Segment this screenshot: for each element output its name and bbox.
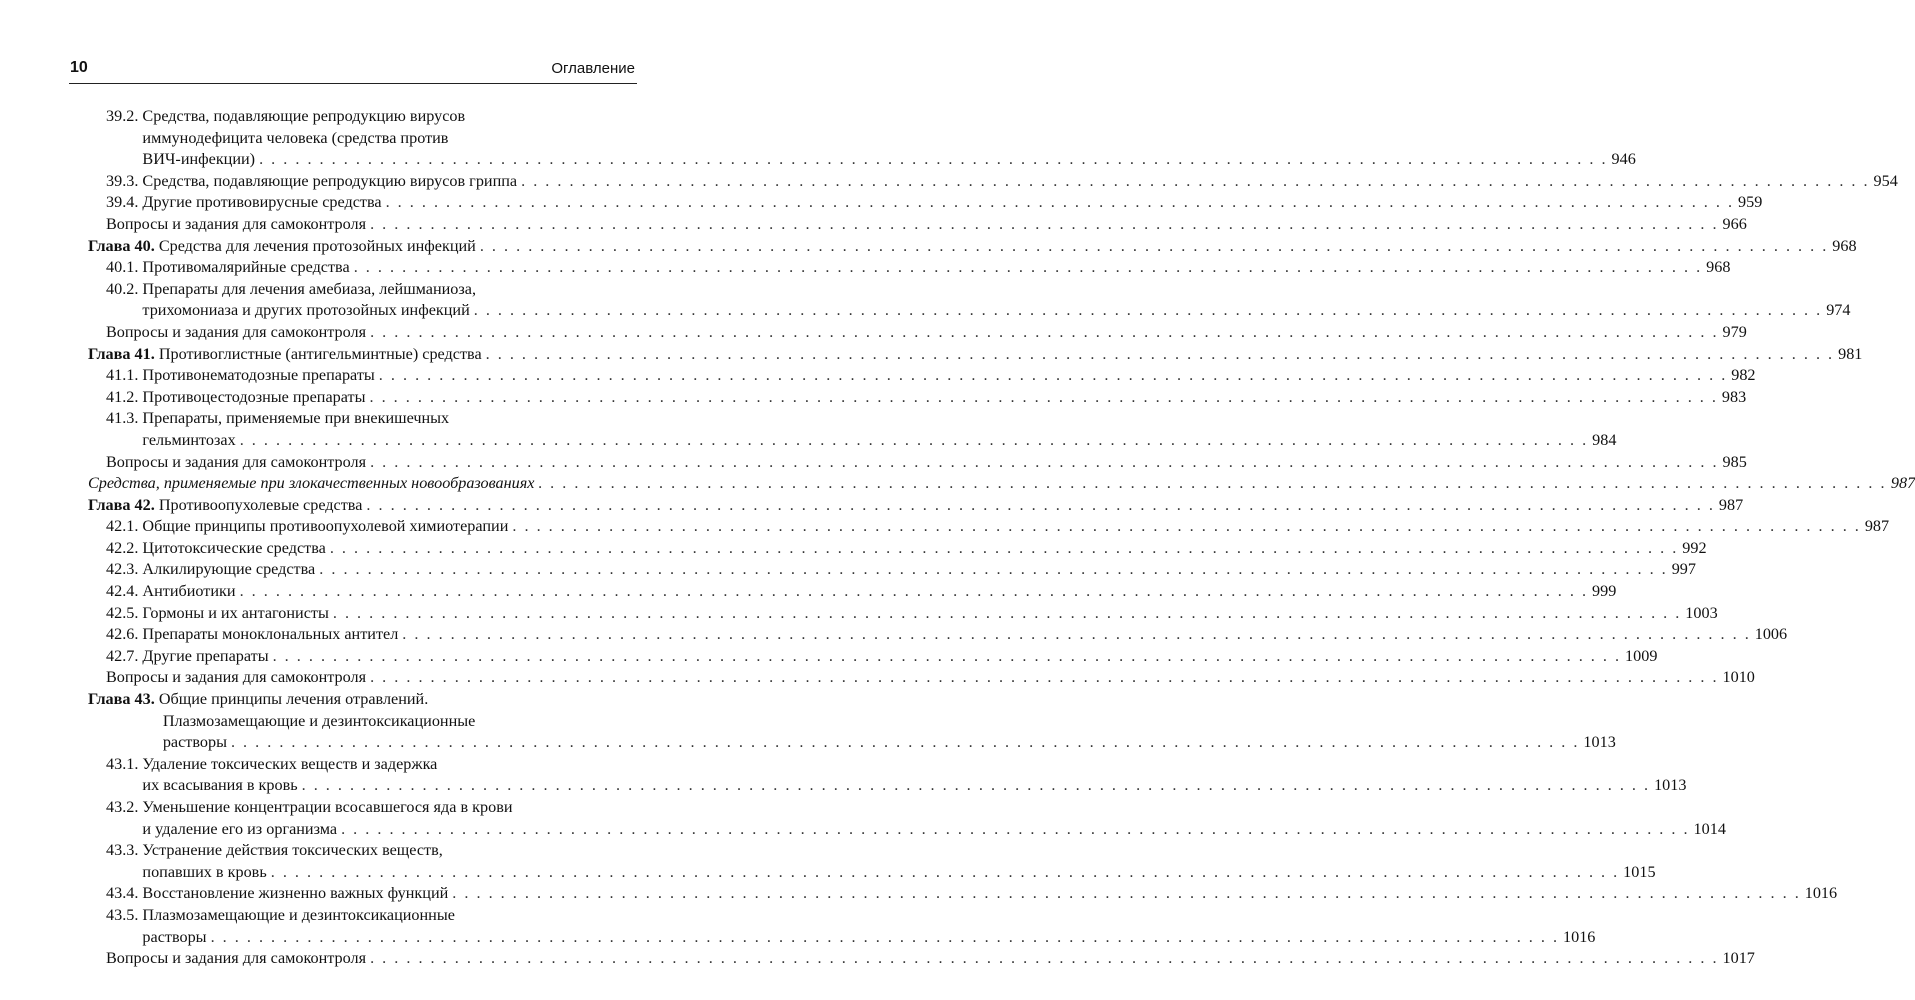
toc-chapter-entry: [88, 236, 1857, 258]
section-number: 43.1.: [106, 754, 143, 773]
toc-title-text: Средства, подавляющие репродукцию вирусов гриппа: [142, 171, 518, 190]
section-number: 41.2.: [106, 387, 143, 406]
toc-title-text: Вопросы и задания для самоконтроля: [106, 452, 367, 471]
toc-chapter-entry: [88, 344, 1863, 366]
toc-title-text: Восстановление жизненно важных функций: [142, 884, 449, 903]
toc-line: [106, 624, 1788, 646]
dot-leader: [366, 948, 1722, 970]
toc-title-text: Общие принципы противоопухолевой химиотерапии: [142, 517, 509, 536]
toc-page-number: 968: [1832, 236, 1857, 255]
toc-entry: [88, 192, 1763, 214]
toc-entry: [88, 905, 1596, 948]
toc-entry: [88, 667, 1755, 689]
toc-title-text: трихомониаза и других протозойных инфекций: [142, 301, 470, 320]
section-number: 42.7.: [106, 646, 143, 665]
toc-line: [106, 603, 1718, 625]
toc-title-text: ВИЧ-инфекции): [142, 150, 256, 169]
table-of-contents: [88, 106, 1915, 970]
toc-line: [106, 516, 1890, 538]
toc-line: [106, 819, 1726, 841]
toc-line: [106, 559, 1696, 581]
toc-title-text: иммунодефицита человека (средства против: [142, 128, 449, 147]
dot-leader: [269, 646, 1625, 668]
toc-entry: [88, 365, 1756, 387]
section-number: 43.4.: [106, 884, 143, 903]
dot-leader: [382, 192, 1738, 214]
toc-page-number: 1010: [1722, 668, 1755, 687]
toc-title-text: попавших в кровь: [142, 862, 267, 881]
toc-line: [106, 279, 636, 301]
dot-leader: [366, 322, 1722, 344]
toc-line: [106, 257, 1731, 279]
section-number: 39.3.: [106, 171, 143, 190]
toc-title-text: Плазмозамещающие и дезинтоксикационные: [142, 905, 455, 924]
dot-leader: [236, 581, 1592, 603]
toc-line: [106, 149, 1636, 171]
toc-title-text: Противоглистные (антигельминтные) средства: [158, 344, 482, 363]
toc-line: [106, 408, 636, 430]
toc-chapter-entry: [88, 495, 1744, 517]
dot-leader: [375, 365, 1731, 387]
toc-title-text: Противонематодозные препараты: [142, 366, 375, 385]
dot-leader: [329, 603, 1685, 625]
toc-entry: [88, 257, 1731, 279]
toc-entry: [88, 646, 1658, 668]
toc-entry: [88, 538, 1707, 560]
toc-line: [88, 689, 636, 711]
toc-entry: [88, 624, 1788, 646]
toc-page-number: 1016: [1563, 927, 1596, 946]
section-number: 40.2.: [106, 279, 143, 298]
chapter-label: Глава 40.: [88, 236, 159, 255]
toc-page-number: 984: [1592, 430, 1617, 449]
chapter-label: Глава 42.: [88, 495, 159, 514]
toc-page-number: 983: [1721, 387, 1747, 406]
toc-title-text: Вопросы и задания для самоконтроля: [106, 668, 367, 687]
toc-entry: [88, 581, 1617, 603]
toc-line: [106, 214, 1747, 236]
toc-page-number: 1013: [1654, 776, 1687, 795]
dot-leader: [398, 624, 1754, 646]
toc-entry: [88, 559, 1696, 581]
toc-line: [106, 322, 1747, 344]
toc-title-text: Противоопухолевые средства: [158, 495, 363, 514]
toc-title-text: Средства для лечения протозойных инфекций: [158, 236, 476, 255]
toc-line: [106, 797, 636, 819]
toc-title-text: Противомалярийные средства: [142, 258, 350, 277]
toc-entry: [88, 516, 1890, 538]
dot-leader: [207, 927, 1563, 949]
dot-leader: [267, 862, 1623, 884]
toc-line: [106, 927, 1596, 949]
toc-title-text: Препараты для лечения амебиаза, лейшманиоза,: [142, 279, 477, 298]
section-number: 42.5.: [106, 603, 143, 622]
dot-leader: [366, 452, 1722, 474]
dot-leader: [470, 300, 1826, 322]
dot-leader: [448, 883, 1804, 905]
toc-title-text: Другие противовирусные средства: [142, 193, 382, 212]
page-number: 10: [70, 59, 88, 76]
toc-title-text: Плазмозамещающие и дезинтоксикационные: [162, 711, 476, 730]
toc-line: [88, 344, 1863, 366]
toc-line: [106, 840, 636, 862]
dot-leader: [315, 559, 1671, 581]
section-number: 43.3.: [106, 841, 143, 860]
toc-line: [106, 128, 636, 150]
toc-entry: [88, 473, 1915, 495]
toc-chapter-entry: [88, 689, 1616, 754]
toc-line: [106, 192, 1763, 214]
toc-title-text: растворы: [142, 927, 207, 946]
dot-leader: [255, 149, 1611, 171]
section-number: 39.4.: [106, 193, 143, 212]
toc-line: [106, 581, 1617, 603]
toc-title-text: Препараты, применяемые при внекишечных: [142, 409, 450, 428]
toc-title-text: Цитотоксические средства: [142, 538, 326, 557]
dot-leader: [298, 775, 1654, 797]
dot-leader: [227, 732, 1583, 754]
toc-page-number: 974: [1826, 301, 1851, 320]
toc-page-number: 946: [1611, 150, 1636, 169]
toc-title-text: Алкилирующие средства: [142, 560, 316, 579]
toc-title-text: Противоцестодозные препараты: [142, 387, 366, 406]
toc-page-number: 1014: [1693, 819, 1726, 838]
toc-line: [106, 775, 1687, 797]
toc-line: [106, 905, 636, 927]
toc-title-text: их всасывания в кровь: [142, 776, 298, 795]
section-number: 42.3.: [106, 560, 143, 579]
toc-page-number: 1016: [1804, 884, 1838, 903]
toc-line: [106, 754, 636, 776]
toc-entry: [88, 171, 1898, 193]
dot-leader: [236, 430, 1592, 452]
toc-entry: [88, 948, 1755, 970]
dot-leader: [517, 171, 1873, 193]
toc-page-number: 954: [1873, 171, 1898, 190]
section-number: 41.1.: [106, 366, 143, 385]
section-number: 40.1.: [106, 258, 143, 277]
section-number: 42.2.: [106, 538, 143, 557]
section-number: 42.1.: [106, 517, 143, 536]
toc-line: [106, 171, 1898, 193]
toc-page-number: 1006: [1754, 625, 1788, 644]
dot-leader: [534, 473, 1890, 495]
toc-entry: [88, 883, 1838, 905]
toc-entry: [88, 279, 1851, 322]
toc-line: [106, 862, 1656, 884]
toc-line: [106, 106, 636, 128]
dot-leader: [366, 667, 1722, 689]
toc-line: [88, 236, 1857, 258]
toc-entry: [88, 387, 1747, 409]
toc-entry: [88, 754, 1687, 797]
toc-line: [106, 883, 1838, 905]
dot-leader: [508, 516, 1864, 538]
dot-leader: [326, 538, 1682, 560]
toc-title-text: растворы: [162, 733, 227, 752]
toc-line: [88, 732, 1616, 754]
section-number: 43.2.: [106, 798, 143, 816]
chapter-label: Глава 43.: [88, 690, 159, 709]
toc-page-number: 987: [1864, 517, 1890, 536]
toc-title-text: Другие препараты: [142, 646, 269, 665]
toc-line: [106, 646, 1658, 668]
toc-page-number: 985: [1722, 452, 1747, 471]
dot-leader: [482, 344, 1838, 366]
toc-page-number: 981: [1838, 344, 1863, 363]
section-number: 42.4.: [106, 582, 143, 601]
toc-title-text: Препараты моноклональных антител: [142, 625, 399, 644]
section-number: 39.2.: [106, 107, 143, 125]
toc-title-text: Средства, применяемые при злокачественных новообразованиях: [88, 474, 535, 493]
toc-page-number: 1009: [1625, 646, 1658, 665]
dot-leader: [362, 495, 1718, 517]
toc-title-text: Устранение действия токсических веществ,: [142, 841, 443, 860]
toc-entry: [88, 322, 1747, 344]
toc-line: [88, 495, 1744, 517]
toc-title-text: Уменьшение концентрации всосавшегося яда в крови: [142, 798, 513, 816]
toc-line: [106, 387, 1747, 409]
toc-page-number: 966: [1722, 214, 1747, 233]
toc-title-text: Общие принципы лечения отравлений.: [158, 690, 429, 709]
toc-title-text: и удаление его из организма: [142, 819, 338, 838]
toc-page-number: 982: [1731, 366, 1756, 385]
running-header: [69, 57, 637, 84]
section-number: 43.5.: [106, 905, 143, 924]
toc-title-text: гельминтозах: [142, 430, 236, 449]
dot-leader: [476, 236, 1832, 258]
dot-leader: [366, 214, 1722, 236]
toc-title-text: Гормоны и их антагонисты: [142, 603, 329, 622]
toc-line: [106, 667, 1755, 689]
toc-title-text: Вопросы и задания для самоконтроля: [106, 949, 367, 968]
toc-entry: [88, 408, 1617, 451]
toc-page-number: 1003: [1685, 603, 1718, 622]
dot-leader: [337, 819, 1693, 841]
toc-title-text: Антибиотики: [142, 582, 236, 601]
toc-page-number: 992: [1682, 538, 1707, 557]
toc-title-text: Вопросы и задания для самоконтроля: [106, 322, 367, 341]
section-number: 42.6.: [106, 625, 143, 644]
running-title: Оглавление: [551, 60, 635, 77]
toc-entry: [88, 106, 1636, 171]
toc-entry: [88, 797, 1726, 840]
toc-line: [106, 365, 1756, 387]
toc-page-number: 1015: [1623, 862, 1656, 881]
toc-page-number: 997: [1671, 560, 1696, 579]
toc-page-number: 968: [1706, 258, 1731, 277]
toc-line: [106, 430, 1617, 452]
toc-entry: [88, 452, 1747, 474]
dot-leader: [365, 387, 1721, 409]
toc-page-number: 959: [1738, 193, 1763, 212]
toc-page-number: 1013: [1583, 733, 1616, 752]
toc-title-text: Средства, подавляющие репродукцию вирусов: [142, 107, 466, 125]
dot-leader: [350, 257, 1706, 279]
toc-page-number: 1017: [1722, 949, 1755, 968]
toc-line: [106, 452, 1747, 474]
toc-line: [106, 300, 1851, 322]
toc-page-number: 987: [1718, 495, 1744, 514]
chapter-label: Глава 41.: [88, 344, 159, 363]
toc-page-number: 987: [1890, 474, 1915, 493]
toc-line: [88, 473, 1915, 495]
toc-page-number: 979: [1722, 322, 1747, 341]
toc-line: [106, 948, 1755, 970]
toc-line: [106, 538, 1707, 560]
toc-page-number: 999: [1592, 582, 1617, 601]
toc-entry: [88, 603, 1718, 625]
toc-title-text: Вопросы и задания для самоконтроля: [106, 214, 367, 233]
section-number: 41.3.: [106, 409, 143, 428]
toc-title-text: Удаление токсических веществ и задержка: [142, 754, 438, 773]
toc-entry: [88, 840, 1656, 883]
toc-entry: [88, 214, 1747, 236]
toc-line: [88, 711, 636, 733]
